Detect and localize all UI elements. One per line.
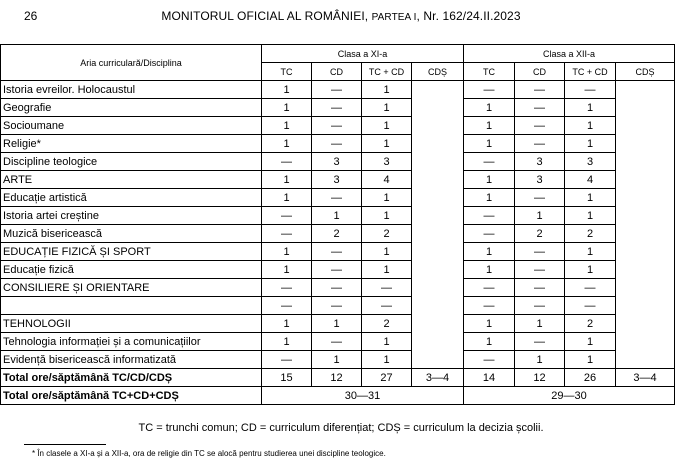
hours-cell: —: [262, 297, 312, 315]
hours-cell: 3: [312, 153, 362, 171]
hours-cell: 1: [362, 207, 412, 225]
cds-merged-cell: [412, 81, 464, 369]
table-row: [1, 333, 675, 351]
hours-cell: 1: [362, 81, 412, 99]
table-row: [1, 153, 675, 171]
hours-cell: 1: [464, 315, 515, 333]
hours-cell: 1: [362, 135, 412, 153]
table-row: [1, 315, 675, 333]
area-header: Aria curriculară/Disciplina: [1, 45, 262, 81]
subcol-header: TC: [464, 63, 515, 81]
class-11-header: Clasa a XI-a: [262, 45, 464, 63]
hours-cell: 1: [464, 243, 515, 261]
hours-cell: 1: [262, 315, 312, 333]
hours-cell: 2: [362, 225, 412, 243]
hours-cell: 1: [362, 261, 412, 279]
hours-cell: 1: [262, 99, 312, 117]
hours-cell: —: [515, 279, 565, 297]
hours-cell: 1: [262, 261, 312, 279]
discipline-name: Muzică bisericească: [1, 225, 262, 243]
hours-cell: —: [464, 225, 515, 243]
discipline-name: ARTE: [1, 171, 262, 189]
table-row: [1, 81, 675, 99]
discipline-name: Istoria evreilor. Holocaustul: [1, 81, 262, 99]
hours-cell: 1: [565, 243, 616, 261]
discipline-name: Educație artistică: [1, 189, 262, 207]
hours-cell: 1: [515, 207, 565, 225]
hours-cell: 1: [464, 261, 515, 279]
hours-cell: 1: [362, 351, 412, 369]
table-row: [1, 189, 675, 207]
subcol-header: TC + CD: [565, 63, 616, 81]
hours-cell: —: [515, 261, 565, 279]
hours-cell: —: [362, 297, 412, 315]
hours-cell: —: [312, 117, 362, 135]
hours-cell: —: [262, 153, 312, 171]
hours-cell: —: [312, 189, 362, 207]
hours-cell: —: [565, 81, 616, 99]
table-row: [1, 225, 675, 243]
hours-cell: —: [312, 261, 362, 279]
page-header-title: [0, 9, 682, 23]
hours-cell: 1: [262, 333, 312, 351]
hours-cell: 1: [565, 117, 616, 135]
hours-cell: 1: [312, 315, 362, 333]
subcol-header: CDȘ: [616, 63, 675, 81]
total-all-cell: 29—30: [464, 387, 675, 405]
subcol-header: CDȘ: [412, 63, 464, 81]
hours-cell: 4: [565, 171, 616, 189]
total-week-cell: 12: [312, 369, 362, 387]
hours-cell: —: [515, 117, 565, 135]
curriculum-table: [0, 44, 675, 405]
hours-cell: —: [262, 279, 312, 297]
table-row: [1, 261, 675, 279]
hours-cell: 1: [464, 117, 515, 135]
hours-cell: —: [515, 333, 565, 351]
total-all-cell: 30—31: [262, 387, 464, 405]
table-row: [1, 171, 675, 189]
hours-cell: —: [312, 99, 362, 117]
hours-cell: 1: [312, 351, 362, 369]
hours-cell: —: [515, 243, 565, 261]
subcol-header: CD: [312, 63, 362, 81]
hours-cell: 1: [565, 207, 616, 225]
hours-cell: 3: [515, 153, 565, 171]
hours-cell: —: [312, 333, 362, 351]
cds-merged-cell: [616, 81, 675, 369]
discipline-name: Evidență bisericească informatizată: [1, 351, 262, 369]
hours-cell: 2: [362, 315, 412, 333]
hours-cell: 1: [565, 333, 616, 351]
footnote-rule: [24, 444, 106, 445]
subcol-header: TC + CD: [362, 63, 412, 81]
total-week-cell: 12: [515, 369, 565, 387]
footnote: * În clasele a XI-a și a XII-a, ora de religie din TC se alocă pentru studierea unei discipline teologice.: [32, 449, 386, 458]
table-row: [1, 351, 675, 369]
hours-cell: —: [515, 99, 565, 117]
total-week-cell: 3—4: [412, 369, 464, 387]
hours-cell: 1: [262, 189, 312, 207]
total-all-row: [1, 387, 675, 405]
hours-cell: 1: [565, 135, 616, 153]
hours-cell: —: [312, 279, 362, 297]
table-row: [1, 99, 675, 117]
total-week-row: [1, 369, 675, 387]
hours-cell: —: [515, 135, 565, 153]
discipline-name: Tehnologia informației și a comunicațiilor: [1, 333, 262, 351]
hours-cell: 1: [515, 315, 565, 333]
hours-cell: 1: [262, 243, 312, 261]
hours-cell: —: [464, 351, 515, 369]
header-title-main: MONITORUL OFICIAL AL ROMÂNIEI,: [161, 9, 372, 23]
discipline-name: Discipline teologice: [1, 153, 262, 171]
hours-cell: —: [464, 279, 515, 297]
hours-cell: 4: [362, 171, 412, 189]
header-title-issue: , Nr. 162/24.II.2023: [416, 9, 521, 23]
discipline-name: Geografie: [1, 99, 262, 117]
hours-cell: —: [312, 243, 362, 261]
hours-cell: —: [262, 225, 312, 243]
hours-cell: —: [515, 189, 565, 207]
hours-cell: —: [312, 81, 362, 99]
total-week-cell: 14: [464, 369, 515, 387]
discipline-name: EDUCAȚIE FIZICĂ ȘI SPORT: [1, 243, 262, 261]
hours-cell: 1: [262, 135, 312, 153]
total-all-label: Total ore/săptămână TC+CD+CDȘ: [1, 387, 262, 405]
hours-cell: 1: [312, 207, 362, 225]
hours-cell: 2: [565, 315, 616, 333]
table-row: [1, 135, 675, 153]
discipline-name: TEHNOLOGII: [1, 315, 262, 333]
hours-cell: 1: [565, 261, 616, 279]
hours-cell: —: [515, 81, 565, 99]
hours-cell: 1: [262, 171, 312, 189]
discipline-name: Socioumane: [1, 117, 262, 135]
hours-cell: 1: [362, 117, 412, 135]
hours-cell: 1: [362, 99, 412, 117]
hours-cell: 3: [565, 153, 616, 171]
hours-cell: 3: [362, 153, 412, 171]
hours-cell: —: [262, 207, 312, 225]
discipline-name: Educație fizică: [1, 261, 262, 279]
hours-cell: —: [464, 297, 515, 315]
hours-cell: —: [464, 207, 515, 225]
total-week-cell: 27: [362, 369, 412, 387]
hours-cell: 1: [464, 171, 515, 189]
hours-cell: 1: [565, 99, 616, 117]
page-number: 26: [24, 9, 38, 23]
hours-cell: —: [312, 135, 362, 153]
hours-cell: 3: [312, 171, 362, 189]
class-12-header: Clasa a XII-a: [464, 45, 675, 63]
hours-cell: —: [262, 351, 312, 369]
hours-cell: 1: [362, 243, 412, 261]
hours-cell: —: [362, 279, 412, 297]
hours-cell: 1: [262, 81, 312, 99]
hours-cell: 1: [262, 117, 312, 135]
hours-cell: —: [464, 153, 515, 171]
hours-cell: 1: [464, 135, 515, 153]
discipline-name: CONSILIERE ȘI ORIENTARE: [1, 279, 262, 297]
hours-cell: 3: [515, 171, 565, 189]
hours-cell: —: [515, 297, 565, 315]
hours-cell: 1: [362, 333, 412, 351]
hours-cell: 1: [464, 189, 515, 207]
hours-cell: 2: [312, 225, 362, 243]
hours-cell: —: [464, 81, 515, 99]
discipline-name: [1, 297, 262, 315]
hours-cell: 1: [515, 351, 565, 369]
hours-cell: 2: [565, 225, 616, 243]
table-row: [1, 279, 675, 297]
subcol-header: CD: [515, 63, 565, 81]
total-week-cell: 3—4: [616, 369, 675, 387]
hours-cell: —: [312, 297, 362, 315]
hours-cell: 1: [565, 189, 616, 207]
total-week-cell: 15: [262, 369, 312, 387]
hours-cell: 1: [464, 333, 515, 351]
table-row: [1, 207, 675, 225]
table-row: [1, 243, 675, 261]
discipline-name: Istoria artei creștine: [1, 207, 262, 225]
hours-cell: 2: [515, 225, 565, 243]
total-week-label: Total ore/săptămână TC/CD/CDȘ: [1, 369, 262, 387]
hours-cell: —: [565, 279, 616, 297]
hours-cell: 1: [362, 189, 412, 207]
header-title-part: PARTEA I: [371, 12, 417, 23]
subcol-header: TC: [262, 63, 312, 81]
discipline-name: Religie*: [1, 135, 262, 153]
hours-cell: —: [565, 297, 616, 315]
hours-cell: 1: [464, 99, 515, 117]
total-week-cell: 26: [565, 369, 616, 387]
table-row: [1, 297, 675, 315]
legend: TC = trunchi comun; CD = curriculum diferențiat; CDȘ = curriculum la decizia școlii.: [138, 422, 544, 434]
hours-cell: 1: [565, 351, 616, 369]
table-row: [1, 117, 675, 135]
